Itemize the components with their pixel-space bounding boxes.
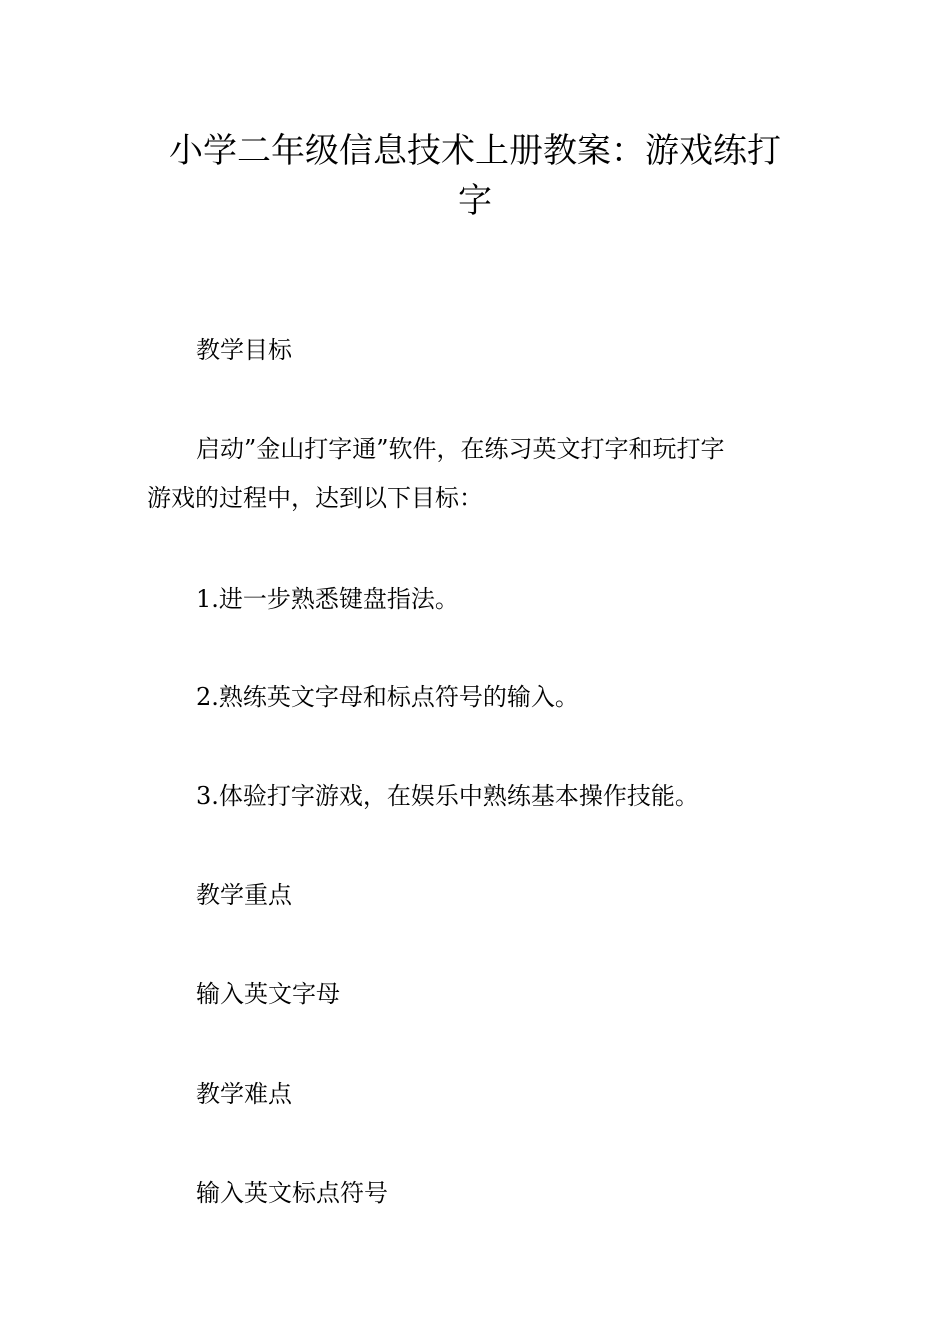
goal-item-3: 3.体验打字游戏，在娱乐中熟练基本操作技能。 bbox=[196, 782, 699, 810]
key-point-text: 输入英文字母 bbox=[196, 980, 340, 1008]
difficulty-point-text: 输入英文标点符号 bbox=[196, 1179, 388, 1207]
document-title-line-2: 字 bbox=[458, 181, 492, 221]
section-heading-difficulties: 教学难点 bbox=[196, 1080, 292, 1108]
intro-paragraph-line-1: 启动”金山打字通”软件，在练习英文打字和玩打字 bbox=[196, 435, 725, 463]
document-title-line-1: 小学二年级信息技术上册教案：游戏练打 bbox=[169, 131, 781, 171]
intro-paragraph-line-2: 游戏的过程中，达到以下目标： bbox=[147, 484, 483, 512]
section-heading-key-points: 教学重点 bbox=[196, 881, 292, 909]
goal-item-1: 1.进一步熟悉键盘指法。 bbox=[196, 585, 459, 613]
goal-item-2: 2.熟练英文字母和标点符号的输入。 bbox=[196, 683, 579, 711]
section-heading-teaching-goals: 教学目标 bbox=[196, 336, 292, 364]
